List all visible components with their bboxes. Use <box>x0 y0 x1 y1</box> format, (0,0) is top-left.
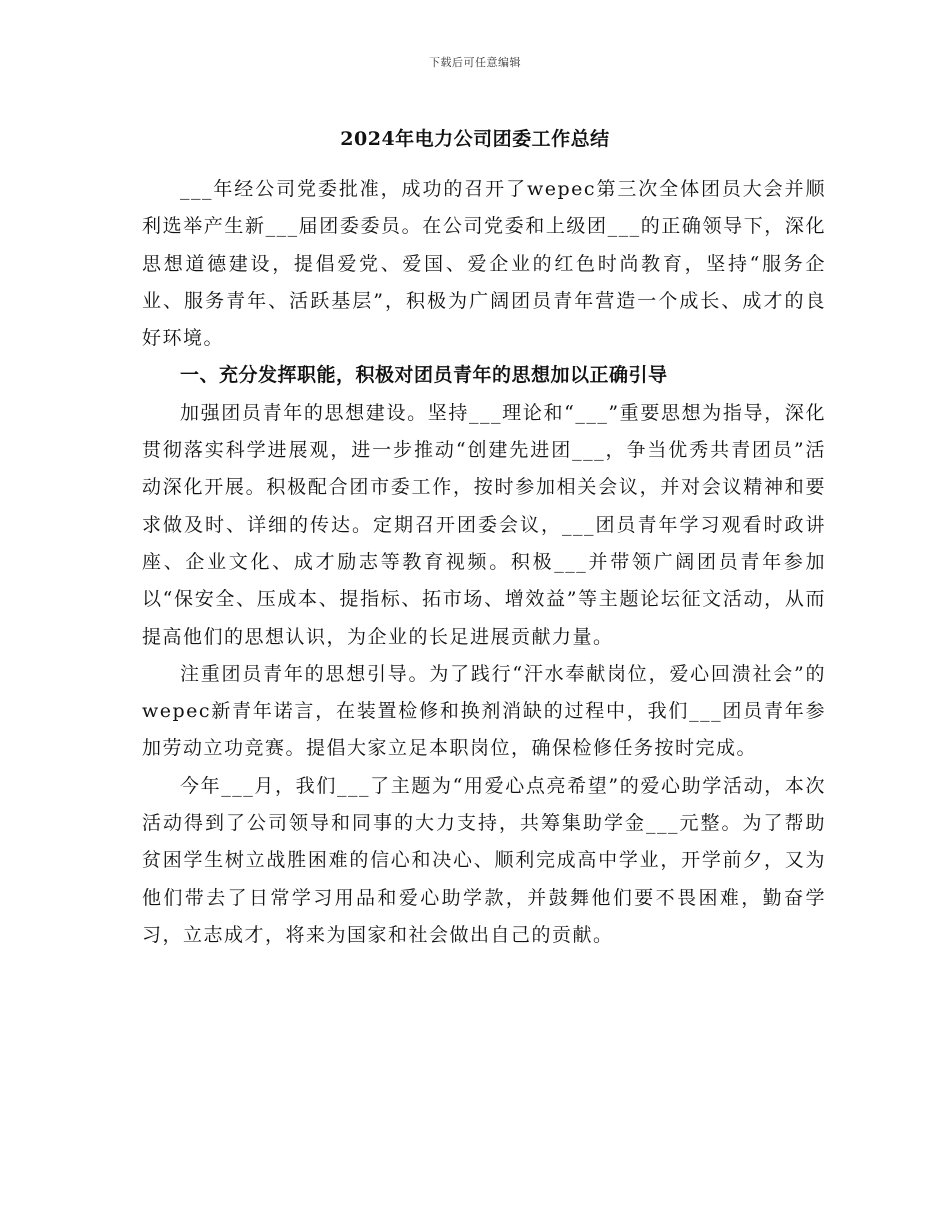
document-title: 2024年电力公司团委工作总结 <box>340 128 610 150</box>
page-header-note: 下载后可任意编辑 <box>429 56 521 69</box>
intro-paragraph: ___年经公司党委批准，成功的召开了wepec第三次全体团员大会并顺利选举产生新___届团委委员。在公司党委和上级团___的正确领导下，深化思想道德建设，提倡爱党、爱国、爱企业的红色时尚教育，坚持“服务企业、服务青年、活跃基层”，积极为广阔团员青年营造一个成长、成才的良好环境。 <box>142 178 826 350</box>
section-1-heading: 一、充分发挥职能，积极对团员青年的思想加以正确引导 <box>180 364 668 387</box>
section-1-paragraph: 加强团员青年的思想建设。坚持___理论和“___”重要思想为指导，深化贯彻落实科学进展观，进一步推动“创建先进团___，争当优秀共青团员”活动深化开展。积极配合团市委工作，按时参加相关会议，并对会议精神和要求做及时、详细的传达。定期召开团委会议，___团员青年学习观看时政讲座、企业文化、成才励志等教育视频。积极___并带领广阔团员青年参加以“保安全、压成本、提指标、拓市场、增效益”等主题论坛征文活动，从而提高他们的思想认识，为企业的长足进展贡献力量。 <box>142 401 826 648</box>
document-body <box>142 171 826 954</box>
section-1-paragraph: 今年___月，我们___了主题为“用爱心点亮希望”的爱心助学活动，本次活动得到了公司领导和同事的大力支持，共筹集助学金___元整。为了帮助贫困学生树立战胜困难的信心和决心、顺利完成高中学业，开学前夕，又为他们带去了日常学习用品和爱心助学款，并鼓舞他们要不畏困难，勤奋学习，立志成才，将来为国家和社会做出自己的贡献。 <box>142 774 826 946</box>
section-1-paragraph: 注重团员青年的思想引导。为了践行“汗水奉献岗位，爱心回溃社会”的wepec新青年诺言，在装置检修和换剂消缺的过程中，我们___团员青年参加劳动立功竞赛。提倡大家立足本职岗位，确保检修任务按时完成。 <box>142 662 826 760</box>
